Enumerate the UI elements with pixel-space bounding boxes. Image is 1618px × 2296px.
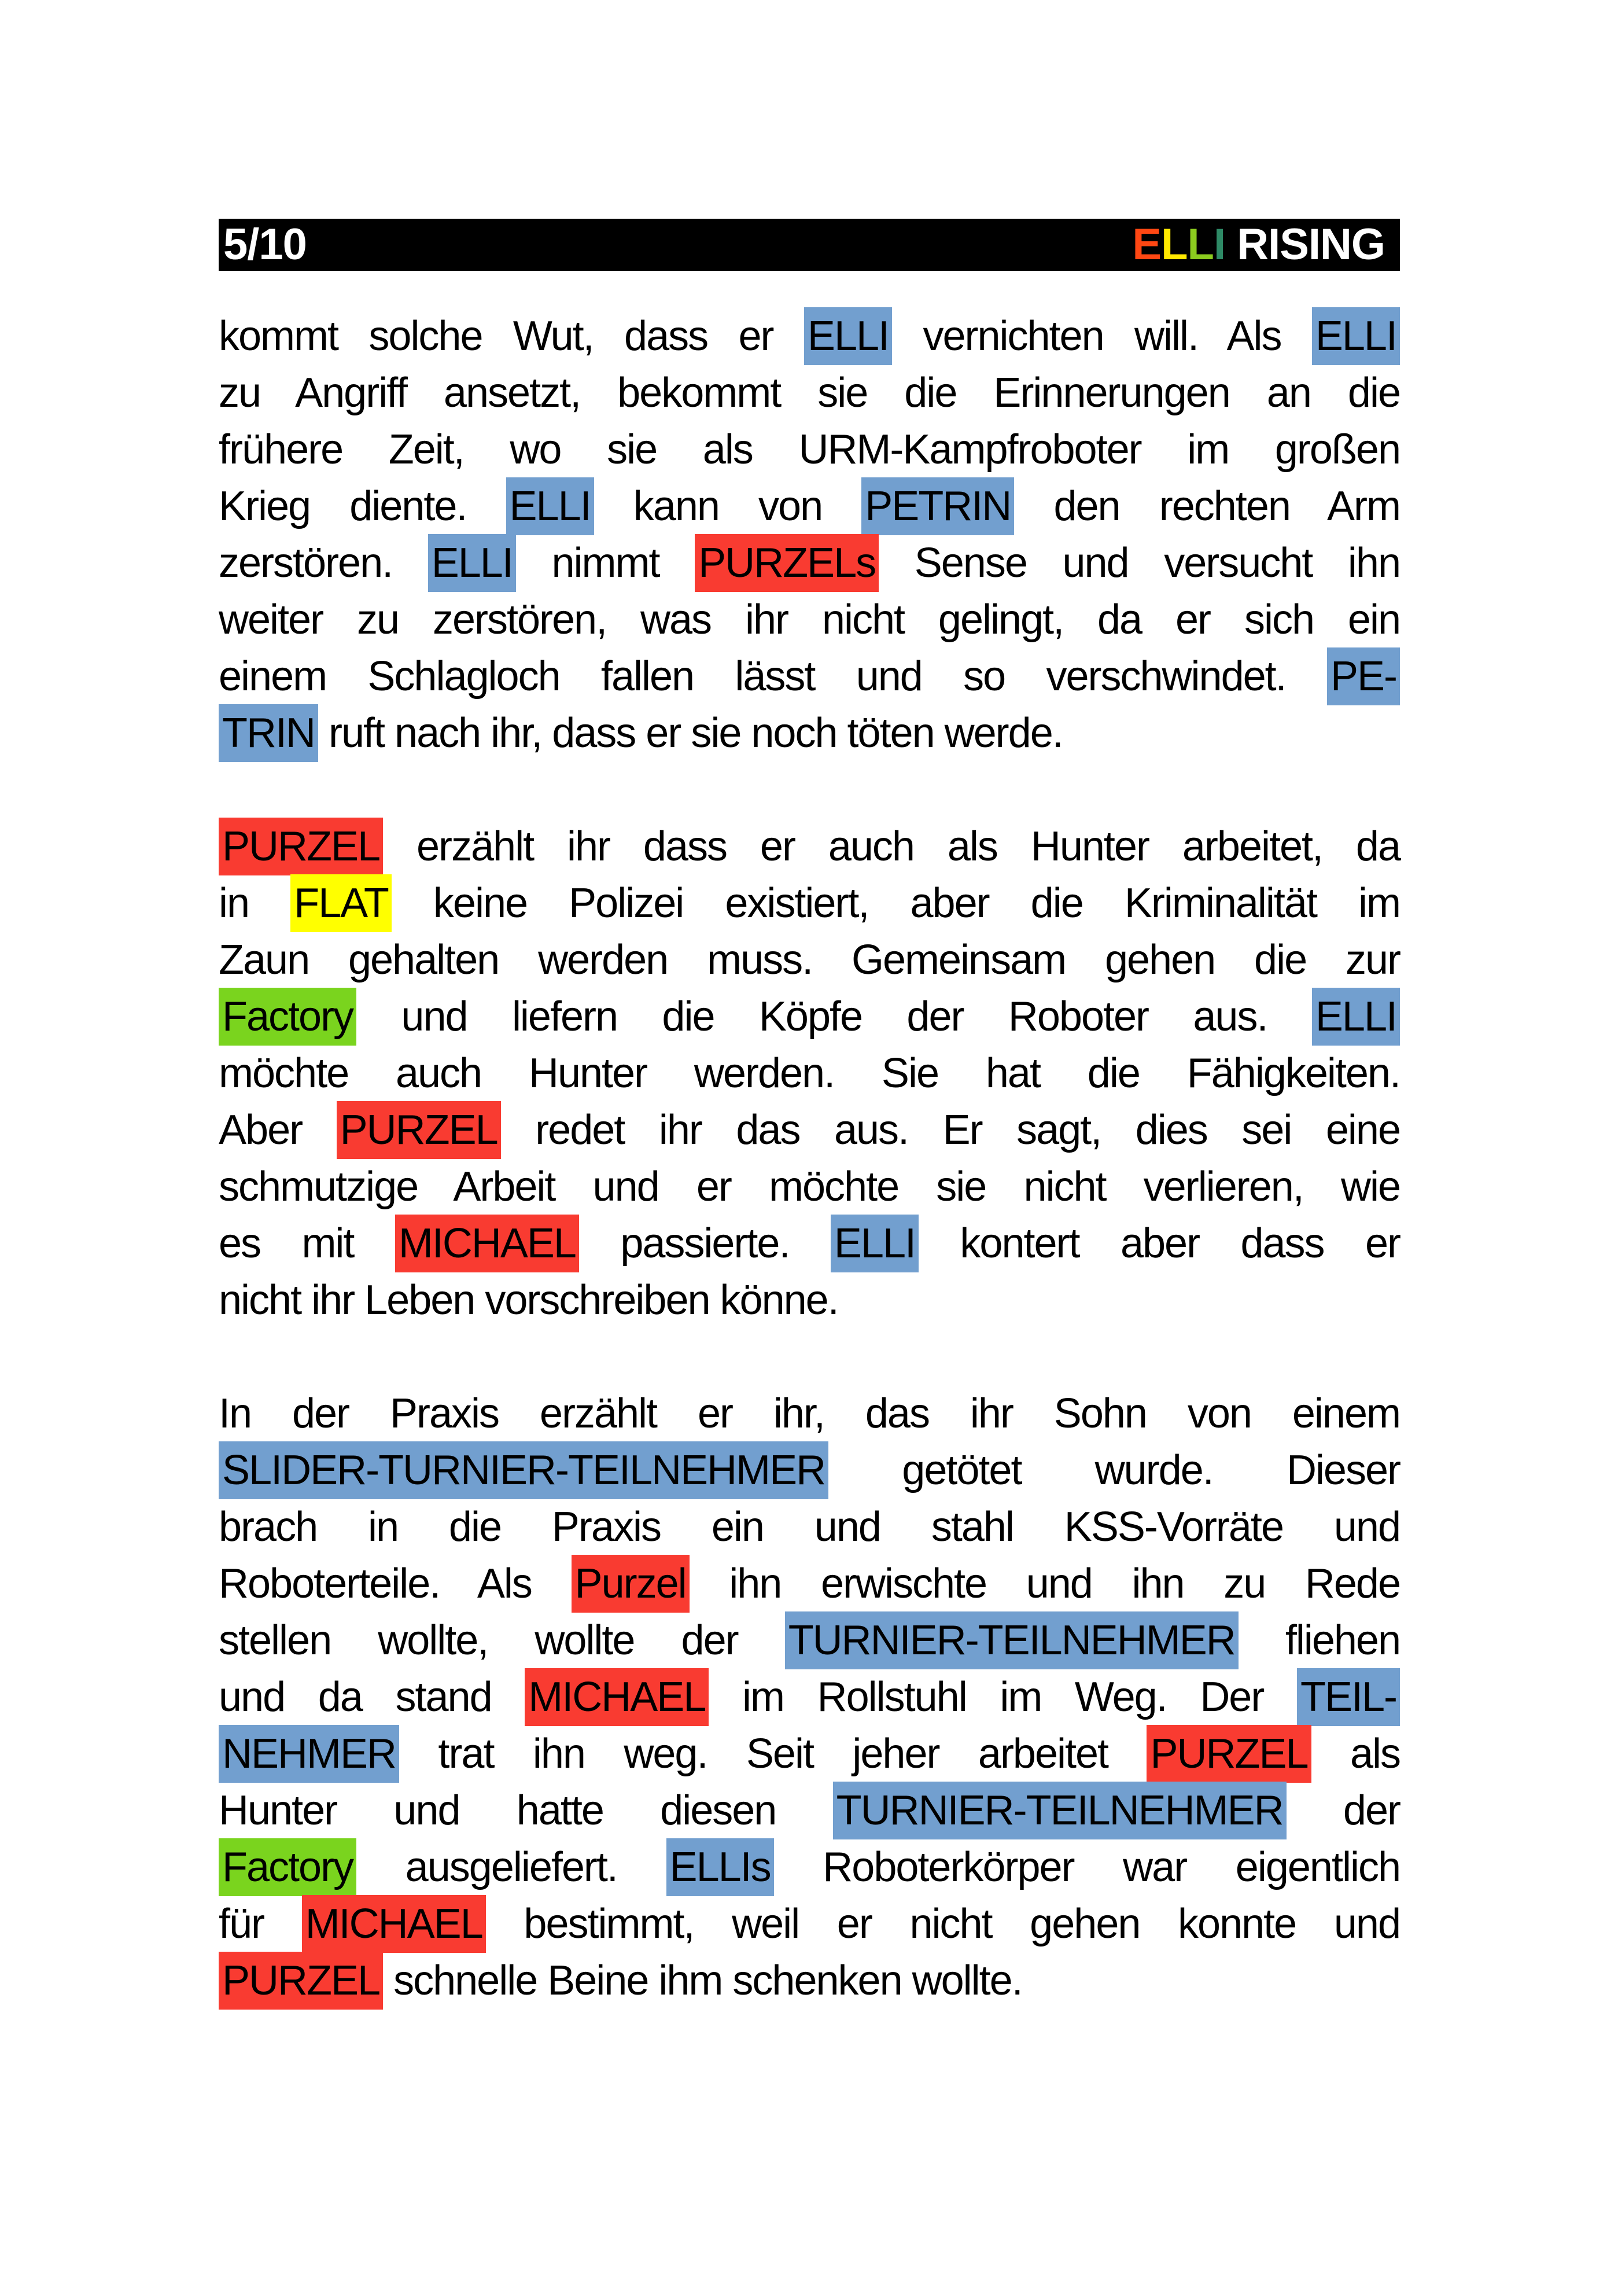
highlight-yellow: FLAT [290, 874, 392, 932]
text-line [219, 421, 1400, 478]
text-run: Roboterkörper war eigentlich [773, 1844, 1400, 1890]
text-line [219, 1215, 1400, 1272]
highlight-blue: TURNIER-TEILNEHMER [785, 1611, 1239, 1669]
document-body [219, 308, 1400, 2066]
highlight-red: PURZEL [219, 818, 383, 875]
highlight-red: PURZEL [337, 1101, 501, 1159]
text-line [219, 1158, 1400, 1215]
text-line [219, 1499, 1400, 1555]
title-letter: L [1187, 220, 1214, 269]
text-run: stellen wollte, wollte der [219, 1617, 785, 1664]
text-run: erzählt ihr dass er auch als Hunter arbeitet, da [383, 823, 1400, 870]
paragraph [219, 818, 1400, 1329]
text-line [219, 988, 1400, 1045]
text-run: fliehen [1238, 1617, 1400, 1664]
title-letter: RISING [1225, 220, 1385, 269]
text-line [219, 875, 1400, 932]
highlight-red: MICHAEL [395, 1215, 579, 1272]
highlight-blue: TURNIER-TEILNEHMER [833, 1782, 1287, 1839]
paragraph [219, 308, 1400, 761]
title-letter: L [1161, 220, 1188, 269]
highlight-blue: ELLI [831, 1215, 919, 1272]
highlight-green: Factory [219, 1838, 356, 1896]
highlight-blue: SLIDER-TURNIER-TEILNEHMER [219, 1441, 828, 1499]
text-run: es mit [219, 1220, 395, 1267]
text-run: als [1311, 1731, 1400, 1777]
text-run: Hunter und hatte diesen [219, 1787, 833, 1834]
text-line [219, 705, 1400, 761]
text-run: redet ihr das aus. Er sagt, dies sei eine [500, 1107, 1400, 1153]
text-run: der [1286, 1787, 1400, 1834]
text-run: kann von [594, 483, 862, 529]
text-run: getötet wurde. Dieser [828, 1447, 1400, 1493]
text-line [219, 1045, 1400, 1102]
highlight-red: MICHAEL [525, 1668, 709, 1726]
text-run: einem Schlagloch fallen lässt und so verschwindet. [219, 653, 1327, 700]
page-indicator: 5/10 [223, 220, 307, 269]
text-run: kommt solche Wut, dass er [219, 313, 804, 359]
text-line [219, 1612, 1400, 1669]
text-line [219, 1839, 1400, 1896]
text-run: In der Praxis erzählt er ihr, das ihr Sohn von einem [219, 1390, 1400, 1437]
text-line [219, 932, 1400, 988]
text-line [219, 1272, 1400, 1329]
text-run: keine Polizei existiert, aber die Kriminalität im [391, 880, 1400, 926]
text-run: für [219, 1901, 302, 1947]
text-line [219, 1782, 1400, 1839]
highlight-red: PURZEL [219, 1952, 383, 2010]
text-run: zerstören. [219, 540, 428, 586]
text-run: kontert aber dass er [919, 1220, 1400, 1267]
highlight-blue: ELLI [804, 307, 892, 365]
highlight-blue: ELLI [428, 534, 516, 592]
text-run: ausgeliefert. [356, 1844, 666, 1890]
highlight-red: MICHAEL [302, 1895, 486, 1953]
text-run: den rechten Arm [1014, 483, 1400, 529]
text-run: im Rollstuhl im Weg. Der [709, 1674, 1297, 1720]
text-line [219, 648, 1400, 705]
highlight-green: Factory [219, 988, 356, 1046]
text-run: vernichten will. Als [892, 313, 1312, 359]
text-run: schnelle Beine ihm schenken wollte. [383, 1958, 1022, 2004]
text-line [219, 1725, 1400, 1782]
text-line [219, 818, 1400, 875]
text-run: nicht ihr Leben vorschreiben könne. [219, 1277, 838, 1323]
text-run: ihn erwischte und ihn zu Rede [689, 1561, 1400, 1607]
header-bar [219, 219, 1400, 271]
text-line [219, 1442, 1400, 1499]
text-run: und liefern die Köpfe der Roboter aus. [356, 994, 1312, 1040]
text-line [219, 365, 1400, 421]
text-line [219, 535, 1400, 591]
text-run: Aber [219, 1107, 337, 1153]
text-line [219, 1896, 1400, 1952]
text-run: Krieg diente. [219, 483, 506, 529]
highlight-blue: PETRIN [861, 477, 1014, 535]
text-run: in [219, 880, 291, 926]
text-run: passierte. [578, 1220, 831, 1267]
text-line [219, 478, 1400, 535]
highlight-blue: ELLIs [666, 1838, 774, 1896]
highlight-blue: NEHMER [219, 1725, 399, 1783]
highlight-blue: ELLI [1312, 988, 1400, 1046]
text-run: möchte auch Hunter werden. Sie hat die Fähigkeiten. [219, 1050, 1400, 1097]
highlight-blue: ELLI [506, 477, 594, 535]
text-line [219, 1669, 1400, 1725]
text-run: Zaun gehalten werden muss. Gemeinsam gehen die zur [219, 937, 1400, 983]
page-title [1132, 220, 1385, 269]
text-run: zu Angriff ansetzt, bekommt sie die Erinnerungen an die [219, 370, 1400, 416]
paragraph [219, 1385, 1400, 2009]
highlight-red: PURZELs [695, 534, 879, 592]
text-run: Sense und versucht ihn [879, 540, 1400, 586]
text-line [219, 1385, 1400, 1442]
text-run: weiter zu zerstören, was ihr nicht gelingt, da er sich ein [219, 597, 1400, 643]
text-run: ruft nach ihr, dass er sie noch töten werde. [318, 710, 1063, 756]
text-line [219, 1555, 1400, 1612]
highlight-blue: TEIL- [1297, 1668, 1400, 1726]
title-letter: E [1132, 220, 1162, 269]
highlight-blue: PE- [1327, 647, 1400, 705]
highlight-red: Purzel [572, 1555, 690, 1613]
text-run: brach in die Praxis ein und stahl KSS-Vorräte und [219, 1504, 1400, 1550]
highlight-blue: ELLI [1312, 307, 1400, 365]
text-line [219, 591, 1400, 648]
title-letter: I [1213, 220, 1226, 269]
highlight-red: PURZEL [1147, 1725, 1311, 1783]
text-run: frühere Zeit, wo sie als URM-Kampfroboter im großen [219, 426, 1400, 473]
text-run: bestimmt, weil er nicht gehen konnte und [485, 1901, 1400, 1947]
text-run: nimmt [515, 540, 695, 586]
text-line [219, 1102, 1400, 1158]
highlight-blue: TRIN [219, 704, 318, 762]
text-run: schmutzige Arbeit und er möchte sie nicht verlieren, wie [219, 1164, 1400, 1210]
text-line [219, 1952, 1400, 2009]
text-line [219, 308, 1400, 365]
text-run: Roboterteile. Als [219, 1561, 572, 1607]
text-run: trat ihn weg. Seit jeher arbeitet [399, 1731, 1147, 1777]
text-run: und da stand [219, 1674, 525, 1720]
